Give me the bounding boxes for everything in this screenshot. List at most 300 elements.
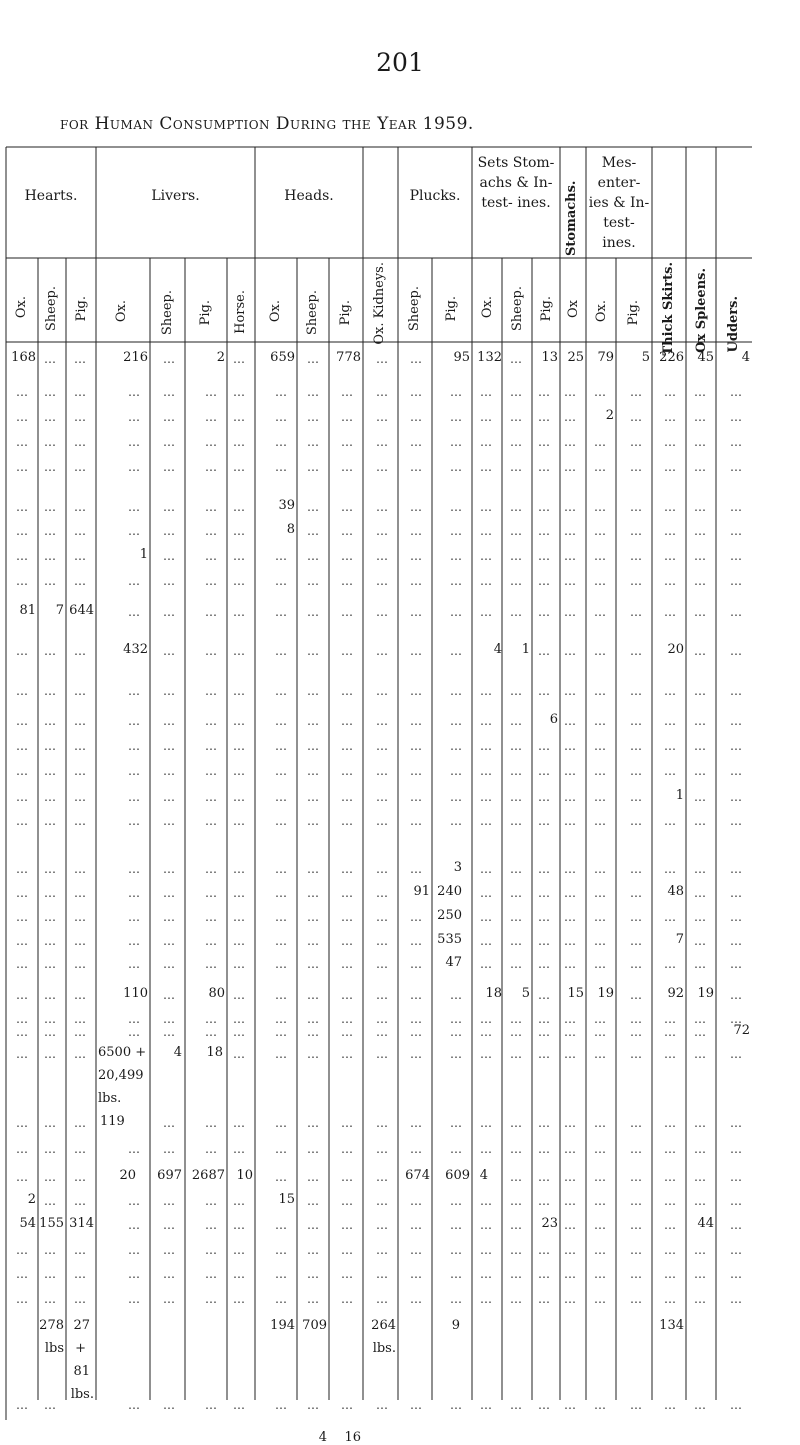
- ellipsis-mark: …: [275, 910, 288, 924]
- ellipsis-mark: …: [128, 500, 141, 514]
- ellipsis-mark: …: [233, 1012, 246, 1026]
- ellipsis-mark: …: [307, 385, 320, 399]
- ellipsis-mark: …: [664, 524, 677, 538]
- ellipsis-mark: …: [480, 790, 493, 804]
- ellipsis-mark: …: [205, 524, 218, 538]
- ellipsis-mark: …: [233, 460, 246, 474]
- ellipsis-mark: …: [275, 1025, 288, 1039]
- ellipsis-mark: …: [163, 814, 176, 828]
- col-header-19: Pig.: [626, 300, 641, 326]
- ellipsis-mark: …: [410, 1047, 423, 1061]
- ellipsis-mark: …: [510, 1012, 523, 1026]
- ellipsis-mark: …: [74, 739, 87, 753]
- ellipsis-mark: …: [341, 739, 354, 753]
- ellipsis-mark: …: [564, 644, 577, 658]
- ellipsis-mark: …: [480, 957, 493, 971]
- ellipsis-mark: …: [44, 352, 57, 366]
- ellipsis-mark: …: [630, 500, 643, 514]
- ellipsis-mark: …: [510, 435, 523, 449]
- ellipsis-mark: …: [307, 1243, 320, 1257]
- ellipsis-mark: …: [410, 957, 423, 971]
- ellipsis-mark: …: [480, 1194, 493, 1208]
- ellipsis-mark: …: [510, 574, 523, 588]
- ellipsis-mark: …: [564, 739, 577, 753]
- ellipsis-mark: …: [341, 410, 354, 424]
- ellipsis-mark: …: [44, 1012, 57, 1026]
- ellipsis-mark: …: [450, 1012, 463, 1026]
- ellipsis-mark: …: [694, 1194, 707, 1208]
- ellipsis-mark: …: [564, 684, 577, 698]
- ellipsis-mark: …: [594, 886, 607, 900]
- ellipsis-mark: …: [233, 644, 246, 658]
- table-cell: lbs.: [372, 1341, 396, 1356]
- ellipsis-mark: …: [594, 524, 607, 538]
- ellipsis-mark: …: [630, 910, 643, 924]
- ellipsis-mark: …: [410, 862, 423, 876]
- ellipsis-mark: …: [694, 435, 707, 449]
- ellipsis-mark: …: [594, 714, 607, 728]
- ellipsis-mark: …: [730, 739, 743, 753]
- ellipsis-mark: …: [341, 644, 354, 658]
- ellipsis-mark: …: [44, 460, 57, 474]
- ellipsis-mark: …: [538, 957, 551, 971]
- ellipsis-mark: …: [410, 352, 423, 366]
- ellipsis-mark: …: [16, 862, 29, 876]
- ellipsis-mark: …: [450, 764, 463, 778]
- ellipsis-mark: …: [341, 1116, 354, 1130]
- ellipsis-mark: …: [163, 385, 176, 399]
- ellipsis-mark: …: [630, 1047, 643, 1061]
- ellipsis-mark: …: [233, 524, 246, 538]
- table-cell: 194: [270, 1318, 295, 1333]
- ellipsis-mark: …: [44, 910, 57, 924]
- ellipsis-mark: …: [205, 910, 218, 924]
- ellipsis-mark: …: [16, 574, 29, 588]
- ellipsis-mark: …: [341, 524, 354, 538]
- ellipsis-mark: …: [730, 1116, 743, 1130]
- table-cell: lbs: [44, 1341, 64, 1356]
- ellipsis-mark: …: [307, 1025, 320, 1039]
- table-cell: 44: [697, 1216, 714, 1231]
- ellipsis-mark: …: [538, 460, 551, 474]
- table-cell: 535: [437, 932, 462, 947]
- ellipsis-mark: …: [510, 500, 523, 514]
- table-cell: 19: [597, 986, 614, 1001]
- ellipsis-mark: …: [480, 1398, 493, 1412]
- ellipsis-mark: …: [307, 714, 320, 728]
- ellipsis-mark: …: [510, 605, 523, 619]
- ellipsis-mark: …: [341, 1292, 354, 1306]
- ellipsis-mark: …: [564, 410, 577, 424]
- ellipsis-mark: …: [16, 460, 29, 474]
- ellipsis-mark: …: [480, 1025, 493, 1039]
- ellipsis-mark: …: [450, 1292, 463, 1306]
- ellipsis-mark: …: [410, 739, 423, 753]
- ellipsis-mark: …: [233, 549, 246, 563]
- ellipsis-mark: …: [275, 862, 288, 876]
- ellipsis-mark: …: [233, 910, 246, 924]
- ellipsis-mark: …: [730, 500, 743, 514]
- ellipsis-mark: …: [233, 410, 246, 424]
- ellipsis-mark: …: [730, 988, 743, 1002]
- ellipsis-mark: …: [450, 460, 463, 474]
- page-number: 201: [376, 48, 424, 77]
- ellipsis-mark: …: [410, 410, 423, 424]
- table-cell: 9: [451, 1318, 460, 1333]
- ellipsis-mark: …: [307, 1398, 320, 1412]
- ellipsis-mark: …: [630, 1194, 643, 1208]
- ellipsis-mark: …: [630, 549, 643, 563]
- ellipsis-mark: …: [74, 549, 87, 563]
- ellipsis-mark: …: [233, 886, 246, 900]
- ellipsis-mark: …: [275, 1012, 288, 1026]
- ellipsis-mark: …: [730, 1398, 743, 1412]
- ellipsis-mark: …: [694, 764, 707, 778]
- ellipsis-mark: …: [730, 644, 743, 658]
- ellipsis-mark: …: [307, 410, 320, 424]
- ellipsis-mark: …: [510, 1218, 523, 1232]
- table-cell: 45: [697, 350, 714, 365]
- ellipsis-mark: …: [564, 862, 577, 876]
- ellipsis-mark: …: [376, 910, 389, 924]
- ellipsis-mark: …: [128, 739, 141, 753]
- ellipsis-mark: …: [307, 460, 320, 474]
- ellipsis-mark: …: [538, 500, 551, 514]
- col-header-5: Sheep.: [160, 290, 175, 336]
- ellipsis-mark: …: [630, 435, 643, 449]
- ellipsis-mark: …: [233, 385, 246, 399]
- col-header-12: Sheep.: [407, 286, 422, 332]
- ellipsis-mark: …: [205, 410, 218, 424]
- ellipsis-mark: …: [376, 739, 389, 753]
- col-header-18: Ox.: [594, 300, 609, 323]
- ellipsis-mark: …: [664, 460, 677, 474]
- ellipsis-mark: …: [480, 605, 493, 619]
- ellipsis-mark: …: [74, 410, 87, 424]
- ellipsis-mark: …: [275, 957, 288, 971]
- ellipsis-mark: …: [480, 1047, 493, 1061]
- ellipsis-mark: …: [376, 684, 389, 698]
- ellipsis-mark: …: [664, 1047, 677, 1061]
- ellipsis-mark: …: [205, 814, 218, 828]
- ellipsis-mark: …: [341, 814, 354, 828]
- ellipsis-mark: …: [564, 1047, 577, 1061]
- ellipsis-mark: …: [341, 957, 354, 971]
- ellipsis-mark: …: [510, 934, 523, 948]
- ellipsis-mark: …: [376, 1194, 389, 1208]
- ellipsis-mark: …: [410, 1142, 423, 1156]
- ellipsis-mark: …: [480, 524, 493, 538]
- ellipsis-mark: …: [128, 862, 141, 876]
- ellipsis-mark: …: [564, 957, 577, 971]
- col-header-11: Ox. Kidneys.: [372, 262, 387, 345]
- col-header-9: Sheep.: [305, 290, 320, 336]
- table-cell: 778: [336, 350, 361, 365]
- ellipsis-mark: …: [694, 524, 707, 538]
- table-cell: 18: [485, 986, 502, 1001]
- ellipsis-mark: …: [538, 1047, 551, 1061]
- ellipsis-mark: …: [205, 1142, 218, 1156]
- ellipsis-mark: …: [594, 549, 607, 563]
- ellipsis-mark: …: [564, 549, 577, 563]
- ellipsis-mark: …: [510, 790, 523, 804]
- ellipsis-mark: …: [205, 574, 218, 588]
- ellipsis-mark: …: [410, 1218, 423, 1232]
- ellipsis-mark: …: [44, 739, 57, 753]
- ellipsis-mark: …: [44, 988, 57, 1002]
- ellipsis-mark: …: [376, 1116, 389, 1130]
- ellipsis-mark: …: [664, 1267, 677, 1281]
- ellipsis-mark: …: [44, 1170, 57, 1184]
- ellipsis-mark: …: [538, 1170, 551, 1184]
- ellipsis-mark: …: [307, 1142, 320, 1156]
- table-cell: 659: [270, 350, 295, 365]
- ellipsis-mark: …: [594, 1116, 607, 1130]
- ellipsis-mark: …: [730, 460, 743, 474]
- ellipsis-mark: …: [205, 385, 218, 399]
- ellipsis-mark: …: [74, 934, 87, 948]
- ellipsis-mark: …: [694, 644, 707, 658]
- ellipsis-mark: …: [128, 886, 141, 900]
- ellipsis-mark: …: [510, 460, 523, 474]
- ellipsis-mark: …: [664, 1398, 677, 1412]
- ellipsis-mark: …: [74, 862, 87, 876]
- table-cell: 19: [697, 986, 714, 1001]
- ellipsis-mark: …: [16, 549, 29, 563]
- ellipsis-mark: …: [341, 1012, 354, 1026]
- heading-title: Human Consumption During the Year 1959.: [94, 114, 474, 134]
- ellipsis-mark: …: [376, 862, 389, 876]
- ellipsis-mark: …: [128, 684, 141, 698]
- ellipsis-mark: …: [410, 1398, 423, 1412]
- ellipsis-mark: …: [538, 886, 551, 900]
- ellipsis-mark: …: [630, 574, 643, 588]
- ellipsis-mark: …: [538, 790, 551, 804]
- ellipsis-mark: …: [233, 1194, 246, 1208]
- ellipsis-mark: …: [128, 1194, 141, 1208]
- ellipsis-mark: …: [630, 934, 643, 948]
- ellipsis-mark: …: [233, 1047, 246, 1061]
- ellipsis-mark: …: [480, 435, 493, 449]
- ellipsis-mark: …: [510, 1025, 523, 1039]
- table-cell: lbs.: [70, 1387, 94, 1402]
- table-cell: 226: [659, 350, 684, 365]
- ellipsis-mark: …: [341, 1170, 354, 1184]
- ellipsis-mark: …: [205, 934, 218, 948]
- ellipsis-mark: …: [564, 1025, 577, 1039]
- ellipsis-mark: …: [410, 684, 423, 698]
- table-cell: +: [75, 1341, 86, 1356]
- ellipsis-mark: …: [664, 1025, 677, 1039]
- ellipsis-mark: …: [410, 910, 423, 924]
- ellipsis-mark: …: [74, 814, 87, 828]
- ellipsis-mark: …: [376, 764, 389, 778]
- ellipsis-mark: …: [630, 814, 643, 828]
- ellipsis-mark: …: [564, 764, 577, 778]
- ellipsis-mark: …: [341, 1025, 354, 1039]
- ellipsis-mark: …: [275, 764, 288, 778]
- ellipsis-mark: …: [664, 764, 677, 778]
- ellipsis-mark: …: [510, 1398, 523, 1412]
- ellipsis-mark: …: [44, 1142, 57, 1156]
- ellipsis-mark: …: [664, 1170, 677, 1184]
- ellipsis-mark: …: [233, 988, 246, 1002]
- ellipsis-mark: …: [450, 524, 463, 538]
- ellipsis-mark: …: [163, 957, 176, 971]
- ellipsis-mark: …: [44, 500, 57, 514]
- ellipsis-mark: …: [594, 1170, 607, 1184]
- ellipsis-mark: …: [694, 500, 707, 514]
- ellipsis-mark: …: [450, 790, 463, 804]
- col-header-14: Ox.: [480, 296, 495, 319]
- ellipsis-mark: …: [664, 714, 677, 728]
- ellipsis-mark: …: [664, 739, 677, 753]
- ellipsis-mark: …: [450, 385, 463, 399]
- ellipsis-mark: …: [594, 500, 607, 514]
- ellipsis-mark: …: [128, 1398, 141, 1412]
- ellipsis-mark: …: [16, 934, 29, 948]
- ellipsis-mark: …: [233, 1025, 246, 1039]
- ellipsis-mark: …: [450, 739, 463, 753]
- ellipsis-mark: …: [594, 1243, 607, 1257]
- ellipsis-mark: …: [128, 410, 141, 424]
- ellipsis-mark: …: [630, 524, 643, 538]
- table-cell: 709: [302, 1318, 327, 1333]
- table-cell: 4: [479, 1168, 488, 1183]
- ellipsis-mark: …: [341, 1267, 354, 1281]
- ellipsis-mark: …: [594, 1194, 607, 1208]
- ellipsis-mark: …: [233, 934, 246, 948]
- ellipsis-mark: …: [341, 460, 354, 474]
- ellipsis-mark: …: [163, 410, 176, 424]
- ellipsis-mark: …: [664, 385, 677, 399]
- ellipsis-mark: …: [16, 1025, 29, 1039]
- ellipsis-mark: …: [694, 1025, 707, 1039]
- col-header-21: Ox Spleens.: [694, 268, 709, 353]
- ellipsis-mark: …: [205, 1218, 218, 1232]
- ellipsis-mark: …: [376, 814, 389, 828]
- ellipsis-mark: …: [275, 1116, 288, 1130]
- ellipsis-mark: …: [341, 714, 354, 728]
- ellipsis-mark: …: [564, 385, 577, 399]
- col-header-3: Pig.: [74, 296, 89, 322]
- table-cell: 5: [641, 350, 650, 365]
- ellipsis-mark: …: [730, 574, 743, 588]
- ellipsis-mark: …: [205, 1398, 218, 1412]
- ellipsis-mark: …: [128, 714, 141, 728]
- ellipsis-mark: …: [205, 644, 218, 658]
- ellipsis-mark: …: [275, 988, 288, 1002]
- ellipsis-mark: …: [16, 1170, 29, 1184]
- ellipsis-mark: …: [128, 524, 141, 538]
- ellipsis-mark: …: [307, 684, 320, 698]
- ellipsis-mark: …: [664, 1012, 677, 1026]
- ellipsis-mark: …: [730, 1267, 743, 1281]
- ellipsis-mark: …: [510, 1194, 523, 1208]
- table-cell: 81: [19, 603, 36, 618]
- ellipsis-mark: …: [450, 1025, 463, 1039]
- ellipsis-mark: …: [376, 1142, 389, 1156]
- ellipsis-mark: …: [163, 1012, 176, 1026]
- ellipsis-mark: …: [205, 1116, 218, 1130]
- ellipsis-mark: …: [510, 524, 523, 538]
- ellipsis-mark: …: [694, 1398, 707, 1412]
- ellipsis-mark: …: [16, 524, 29, 538]
- group-header-sets: Sets Stom- achs & In- test- ines.: [477, 155, 555, 211]
- ellipsis-mark: …: [233, 574, 246, 588]
- ellipsis-mark: …: [564, 1218, 577, 1232]
- ellipsis-mark: …: [341, 988, 354, 1002]
- ellipsis-mark: …: [694, 549, 707, 563]
- col-header-stomachs: Stomachs.: [564, 180, 579, 256]
- ellipsis-mark: …: [410, 1243, 423, 1257]
- ellipsis-mark: …: [564, 435, 577, 449]
- ellipsis-mark: …: [630, 957, 643, 971]
- table-cell: 25: [567, 350, 584, 365]
- ellipsis-mark: …: [480, 739, 493, 753]
- ellipsis-mark: …: [594, 1025, 607, 1039]
- ellipsis-mark: …: [480, 764, 493, 778]
- table-cell: 18: [206, 1045, 223, 1060]
- ellipsis-mark: …: [694, 886, 707, 900]
- ellipsis-mark: …: [128, 1012, 141, 1026]
- ellipsis-mark: …: [480, 862, 493, 876]
- ellipsis-mark: …: [16, 435, 29, 449]
- ellipsis-mark: …: [376, 1012, 389, 1026]
- ellipsis-mark: …: [410, 1267, 423, 1281]
- ellipsis-mark: …: [630, 1025, 643, 1039]
- ellipsis-mark: …: [74, 1292, 87, 1306]
- ellipsis-mark: …: [307, 1012, 320, 1026]
- ellipsis-mark: …: [664, 1142, 677, 1156]
- ellipsis-mark: …: [74, 1267, 87, 1281]
- ellipsis-mark: …: [480, 500, 493, 514]
- ellipsis-mark: …: [538, 739, 551, 753]
- ellipsis-mark: …: [630, 1218, 643, 1232]
- ellipsis-mark: …: [341, 790, 354, 804]
- ellipsis-mark: …: [538, 1398, 551, 1412]
- table-cell: 3: [453, 860, 462, 875]
- ellipsis-mark: …: [205, 460, 218, 474]
- ellipsis-mark: …: [480, 714, 493, 728]
- table-cell: 250: [437, 908, 462, 923]
- ellipsis-mark: …: [594, 790, 607, 804]
- ellipsis-mark: …: [128, 605, 141, 619]
- table-cell: 278: [39, 1318, 64, 1333]
- ellipsis-mark: …: [510, 410, 523, 424]
- ellipsis-mark: …: [44, 524, 57, 538]
- ellipsis-mark: …: [341, 910, 354, 924]
- ellipsis-mark: …: [44, 1398, 57, 1412]
- ellipsis-mark: …: [538, 1012, 551, 1026]
- ellipsis-mark: …: [16, 644, 29, 658]
- ellipsis-mark: …: [538, 862, 551, 876]
- ellipsis-mark: …: [307, 886, 320, 900]
- ellipsis-mark: …: [16, 886, 29, 900]
- ellipsis-mark: …: [664, 605, 677, 619]
- ellipsis-mark: …: [630, 460, 643, 474]
- ellipsis-mark: …: [205, 886, 218, 900]
- ellipsis-mark: …: [341, 934, 354, 948]
- ellipsis-mark: …: [307, 910, 320, 924]
- ellipsis-mark: …: [664, 910, 677, 924]
- ellipsis-mark: …: [538, 524, 551, 538]
- ellipsis-mark: …: [450, 574, 463, 588]
- ellipsis-mark: …: [730, 1170, 743, 1184]
- table-cell: 95: [453, 350, 470, 365]
- ellipsis-mark: …: [730, 714, 743, 728]
- ellipsis-mark: …: [163, 934, 176, 948]
